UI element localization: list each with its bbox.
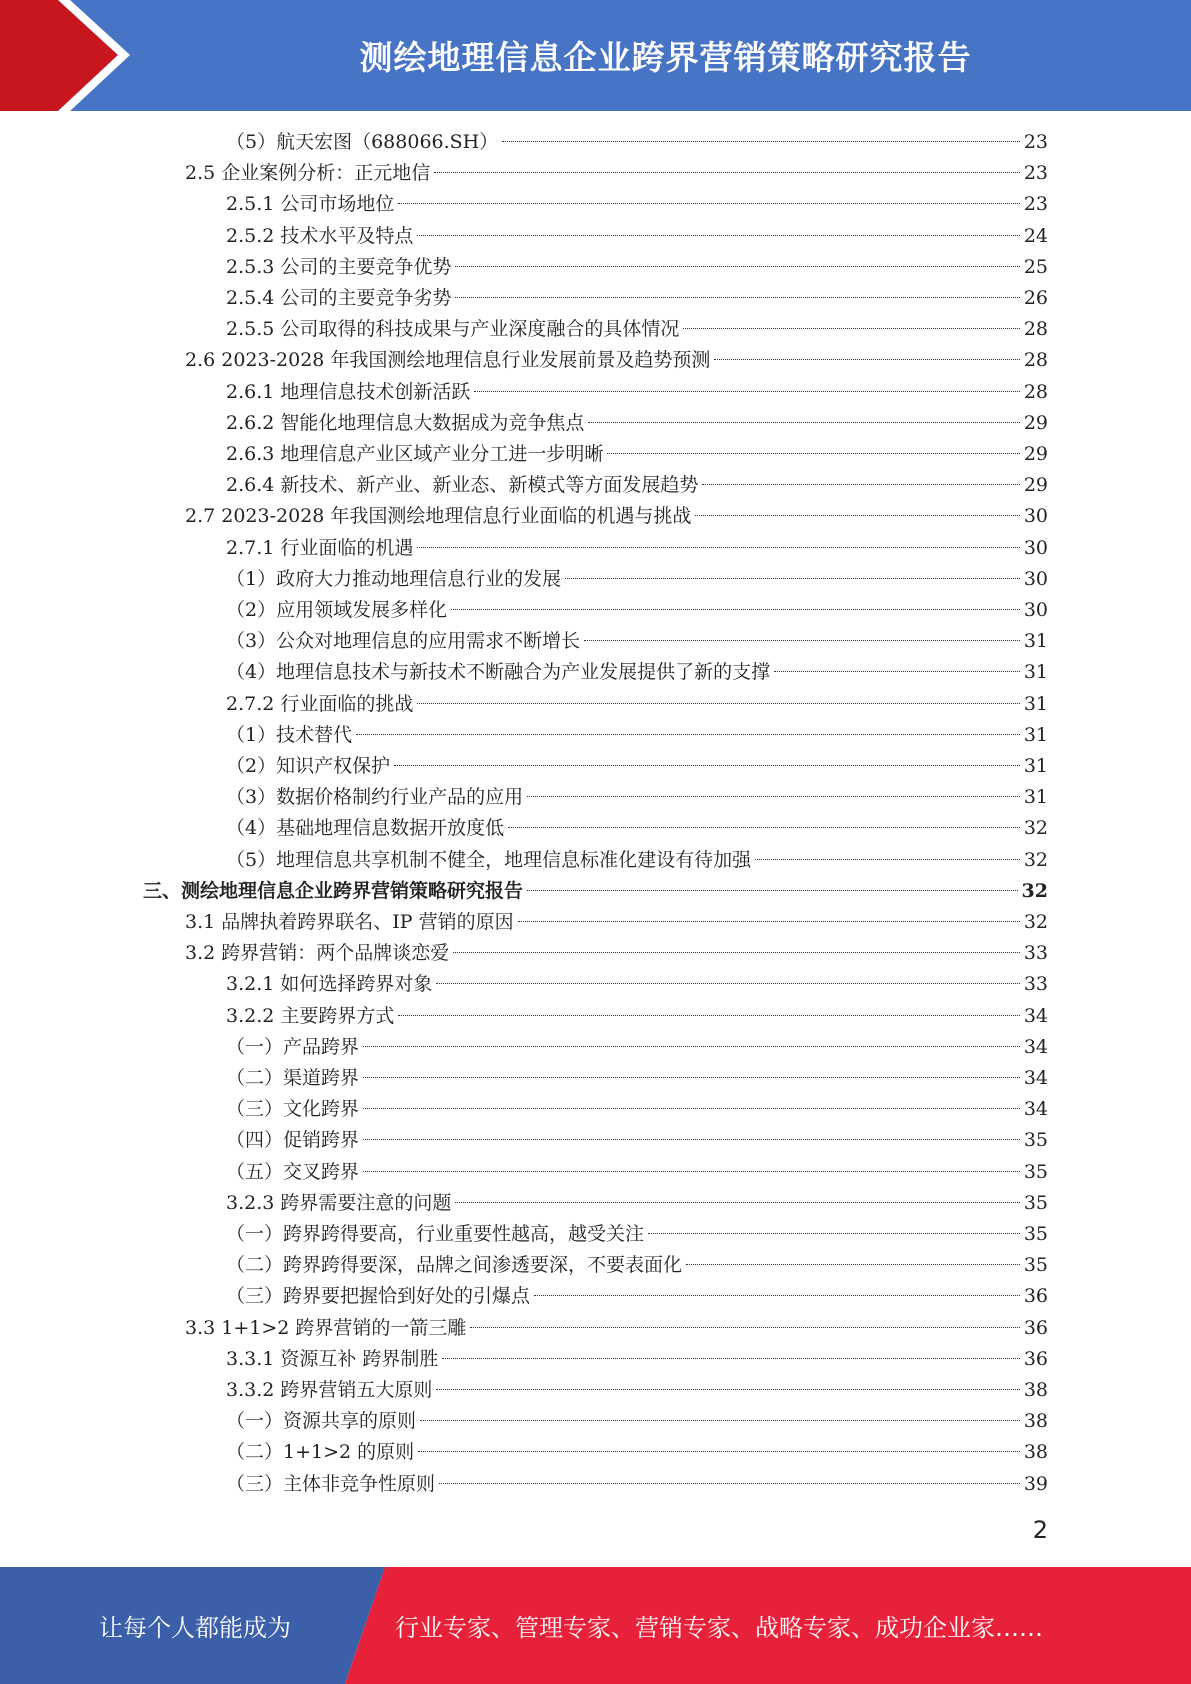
toc-dot-leader (702, 483, 1019, 485)
toc-entry-label: 2.5.3 公司的主要竞争优势 (226, 255, 452, 278)
toc-entry[interactable] (226, 252, 1048, 283)
toc-entry-page: 36 (1023, 1316, 1048, 1339)
toc-dot-leader (508, 826, 1020, 828)
toc-entry[interactable] (185, 907, 1048, 938)
toc-entry-label: （一）资源共享的原则 (226, 1410, 417, 1433)
toc-dot-leader (363, 1170, 1020, 1172)
toc-entry-label: （4）基础地理信息数据开放度低 (226, 817, 505, 840)
toc-entry-page: 36 (1023, 1285, 1048, 1308)
toc-entry[interactable] (226, 1188, 1048, 1219)
toc-entry-page: 29 (1023, 474, 1048, 497)
toc-entry-page: 32 (1023, 817, 1048, 840)
toc-entry[interactable] (226, 595, 1048, 626)
footer-slogan-left: 让每个人都能成为 (99, 1614, 291, 1642)
toc-entry-page: 38 (1023, 1441, 1048, 1464)
toc-dot-leader (394, 764, 1020, 766)
toc-dot-leader (451, 608, 1020, 610)
toc-entry[interactable] (185, 938, 1048, 969)
toc-dot-leader (683, 327, 1019, 329)
toc-entry-page: 39 (1023, 1472, 1048, 1495)
toc-entry-label: 3.2 跨界营销：两个品牌谈恋爱 (185, 942, 450, 965)
toc-entry-label: （二）跨界跨得要深，品牌之间渗透要深，不要表面化 (226, 1254, 683, 1277)
toc-entry[interactable] (226, 1219, 1048, 1250)
footer-slogan-right: 行业专家、管理专家、营销专家、战略专家、成功企业家…… (395, 1614, 1043, 1642)
toc-dot-leader (714, 358, 1019, 360)
toc-dot-leader (455, 265, 1019, 267)
toc-entry[interactable] (226, 1125, 1048, 1156)
toc-entry-page: 34 (1023, 1067, 1048, 1089)
toc-dot-leader (436, 1388, 1019, 1390)
toc-dot-leader (417, 546, 1019, 548)
toc-dot-leader (442, 1357, 1019, 1359)
toc-entry-page: 33 (1023, 942, 1048, 965)
toc-entry-page: 30 (1023, 599, 1048, 621)
toc-entry-page: 32 (1021, 879, 1048, 902)
toc-entry-page: 35 (1023, 1254, 1048, 1277)
toc-entry[interactable] (226, 626, 1048, 657)
toc-entry[interactable] (226, 1406, 1048, 1437)
toc-entry-page: 30 (1023, 536, 1048, 559)
toc-dot-leader (455, 1201, 1019, 1203)
toc-entry[interactable] (226, 720, 1048, 751)
toc-entry-label: （五）交叉跨界 (226, 1160, 360, 1183)
toc-entry-label: （二）渠道跨界 (226, 1067, 360, 1089)
toc-entry[interactable] (226, 1094, 1048, 1125)
document-title: 测绘地理信息企业跨界营销策略研究报告 (359, 38, 972, 77)
toc-entry-page: 29 (1023, 411, 1048, 434)
toc-entry-page: 32 (1023, 911, 1048, 933)
toc-entry[interactable] (226, 377, 1048, 408)
toc-entry-label: 2.5.1 公司市场地位 (226, 193, 395, 216)
toc-entry[interactable] (226, 564, 1048, 595)
toc-dot-leader (436, 982, 1019, 984)
toc-entry-page: 34 (1023, 1035, 1048, 1058)
toc-entry-page: 24 (1023, 224, 1048, 247)
toc-entry-label: 3.3.2 跨界营销五大原则 (226, 1379, 433, 1401)
toc-entry-label: （三）跨界要把握恰到好处的引爆点 (226, 1285, 531, 1308)
toc-entry[interactable] (226, 470, 1048, 501)
toc-entry[interactable] (226, 1281, 1048, 1312)
toc-entry-page: 36 (1023, 1347, 1048, 1370)
toc-dot-leader (755, 858, 1020, 860)
toc-dot-leader (417, 234, 1019, 236)
toc-entry[interactable] (226, 1032, 1048, 1063)
toc-dot-leader (455, 296, 1019, 298)
toc-dot-leader (439, 1482, 1020, 1484)
toc-dot-leader (420, 1419, 1020, 1421)
toc-entry-label: 3.2.2 主要跨界方式 (226, 1004, 395, 1027)
header-band (0, 0, 1191, 111)
toc-entry[interactable] (226, 813, 1048, 844)
toc-entry-label: （3）数据价格制约行业产品的应用 (226, 786, 524, 809)
toc-entry-label: 2.6 2023-2028 年我国测绘地理信息行业发展前景及趋势预测 (185, 349, 711, 372)
toc-entry[interactable] (226, 127, 1048, 158)
toc-entry-page: 31 (1023, 692, 1048, 715)
toc-entry-page: 35 (1023, 1191, 1048, 1214)
toc-dot-leader (527, 795, 1020, 797)
toc-dot-leader (474, 390, 1019, 392)
toc-entry[interactable] (143, 876, 1048, 907)
toc-entry-label: 2.5.4 公司的主要竞争劣势 (226, 287, 452, 309)
toc-dot-leader (502, 140, 1020, 142)
toc-entry-label: 2.7 2023-2028 年我国测绘地理信息行业面临的机遇与挑战 (185, 505, 692, 528)
toc-entry-label: （1）技术替代 (226, 723, 353, 746)
toc-dot-leader (363, 1076, 1020, 1078)
toc-entry-page: 25 (1023, 255, 1048, 278)
toc-dot-leader (363, 1138, 1020, 1140)
toc-dot-leader (695, 514, 1019, 516)
toc-entry-label: （二）1+1>2 的原则 (226, 1441, 415, 1464)
toc-entry-page: 28 (1023, 380, 1048, 403)
toc-entry[interactable] (226, 189, 1048, 220)
toc-entry[interactable] (226, 1344, 1048, 1375)
toc-entry-page: 35 (1023, 1223, 1048, 1245)
toc-entry[interactable] (226, 1375, 1048, 1406)
toc-entry-page: 31 (1023, 723, 1048, 746)
toc-entry-page: 30 (1023, 567, 1048, 590)
toc-entry[interactable] (185, 345, 1048, 376)
toc-entry-label: （一）跨界跨得要高，行业重要性越高，越受关注 (226, 1223, 645, 1245)
toc-entry[interactable] (226, 408, 1048, 439)
toc-entry-label: 2.7.1 行业面临的机遇 (226, 536, 414, 559)
header-arrow-decoration (0, 0, 160, 111)
toc-entry-label: （2）知识产权保护 (226, 755, 391, 777)
toc-dot-leader (686, 1263, 1020, 1265)
toc-entry-label: （3）公众对地理信息的应用需求不断增长 (226, 630, 581, 653)
footer-band (0, 1567, 1191, 1684)
toc-entry-label: 2.5 企业案例分析：正元地信 (185, 162, 431, 185)
toc-entry[interactable] (226, 283, 1048, 314)
toc-entry-page: 31 (1023, 661, 1048, 684)
toc-entry[interactable] (226, 969, 1048, 1000)
toc-entry-page: 31 (1023, 786, 1048, 809)
toc-entry[interactable] (226, 439, 1048, 470)
toc-entry[interactable] (185, 158, 1048, 189)
toc-entry-page: 23 (1023, 193, 1048, 216)
toc-entry-label: 3.2.3 跨界需要注意的问题 (226, 1191, 452, 1214)
toc-entry[interactable] (226, 845, 1048, 876)
toc-entry[interactable] (226, 221, 1048, 252)
toc-dot-leader (363, 1107, 1020, 1109)
toc-dot-leader (470, 1326, 1019, 1328)
toc-dot-leader (527, 889, 1018, 891)
toc-entry[interactable] (226, 689, 1048, 720)
toc-entry[interactable] (185, 1313, 1048, 1344)
toc-entry-label: 3.3.1 资源互补 跨界制胜 (226, 1347, 439, 1370)
toc-dot-leader (398, 1014, 1019, 1016)
toc-entry-page: 28 (1023, 318, 1048, 341)
toc-entry[interactable] (226, 1157, 1048, 1188)
toc-entry[interactable] (226, 533, 1048, 564)
toc-entry-page: 32 (1023, 848, 1048, 871)
toc-entry-page: 38 (1023, 1410, 1048, 1433)
toc-entry-label: 2.5.2 技术水平及特点 (226, 224, 414, 247)
toc-entry-label: 3.3 1+1>2 跨界营销的一箭三雕 (185, 1316, 467, 1339)
toc-entry[interactable] (185, 501, 1048, 532)
toc-entry-page: 31 (1023, 755, 1048, 777)
toc-entry[interactable] (226, 782, 1048, 813)
toc-entry-label: 2.7.2 行业面临的挑战 (226, 692, 414, 715)
toc-entry-page: 23 (1023, 131, 1048, 153)
toc-entry-label: （三）文化跨界 (226, 1098, 360, 1121)
toc-entry[interactable] (226, 1250, 1048, 1281)
toc-entry-label: （2）应用领域发展多样化 (226, 599, 448, 621)
toc-entry[interactable] (226, 314, 1048, 345)
toc-entry-label: （四）促销跨界 (226, 1129, 360, 1152)
toc-dot-leader (417, 702, 1019, 704)
toc-entry-label: 2.6.4 新技术、新产业、新业态、新模式等方面发展趋势 (226, 474, 699, 497)
toc-entry-label: （4）地理信息技术与新技术不断融合为产业发展提供了新的支撑 (226, 661, 771, 684)
toc-entry[interactable] (226, 1437, 1048, 1468)
toc-dot-leader (565, 577, 1020, 579)
toc-entry-page: 35 (1023, 1129, 1048, 1152)
toc-entry[interactable] (226, 657, 1048, 688)
toc-entry-label: 3.1 品牌执着跨界联名、IP 营销的原因 (185, 911, 514, 933)
toc-entry-page: 33 (1023, 973, 1048, 996)
toc-entry-label: （5）地理信息共享机制不健全，地理信息标准化建设有待加强 (226, 848, 752, 871)
toc-entry-page: 26 (1023, 287, 1048, 309)
toc-entry-label: （一）产品跨界 (226, 1035, 360, 1058)
toc-entry-label: 2.6.1 地理信息技术创新活跃 (226, 380, 471, 403)
toc-dot-leader (398, 202, 1019, 204)
toc-entry-page: 30 (1023, 505, 1048, 528)
toc-entry-label: （5）航天宏图（688066.SH） (226, 131, 499, 153)
toc-dot-leader (434, 171, 1020, 173)
toc-entry-label: 2.6.3 地理信息产业区域产业分工进一步明晰 (226, 443, 604, 465)
toc-entry[interactable] (226, 1001, 1048, 1032)
toc-entry-label: （三）主体非竞争性原则 (226, 1472, 436, 1495)
toc-dot-leader (453, 951, 1020, 953)
toc-entry-page: 29 (1023, 443, 1048, 465)
toc-dot-leader (363, 1045, 1020, 1047)
toc-entry-page: 38 (1023, 1379, 1048, 1401)
toc-dot-leader (774, 670, 1020, 672)
toc-entry-label: 2.6.2 智能化地理信息大数据成为竞争焦点 (226, 411, 585, 434)
toc-entry-page: 35 (1023, 1160, 1048, 1183)
toc-entry-label: 3.2.1 如何选择跨界对象 (226, 973, 433, 996)
toc-dot-leader (418, 1450, 1020, 1452)
page-number: 2 (1032, 1516, 1048, 1544)
toc-entry-page: 23 (1023, 162, 1048, 185)
toc-entry[interactable] (226, 1469, 1048, 1500)
toc-entry[interactable] (226, 1063, 1048, 1094)
toc-entry-page: 34 (1023, 1004, 1048, 1027)
toc-entry[interactable] (226, 751, 1048, 782)
toc-dot-leader (588, 421, 1019, 423)
toc-dot-leader (518, 920, 1020, 922)
toc-dot-leader (607, 452, 1019, 454)
toc-entry-label: 2.5.5 公司取得的科技成果与产业深度融合的具体情况 (226, 318, 680, 341)
toc-dot-leader (648, 1232, 1020, 1234)
toc-entry-label: 三、测绘地理信息企业跨界营销策略研究报告 (143, 879, 524, 902)
toc-entry-page: 28 (1023, 349, 1048, 372)
toc-dot-leader (584, 639, 1020, 641)
toc-entry-label: （1）政府大力推动地理信息行业的发展 (226, 567, 562, 590)
toc-entry-page: 31 (1023, 630, 1048, 653)
toc-dot-leader (356, 733, 1020, 735)
toc-dot-leader (534, 1294, 1020, 1296)
toc-entry-page: 34 (1023, 1098, 1048, 1121)
